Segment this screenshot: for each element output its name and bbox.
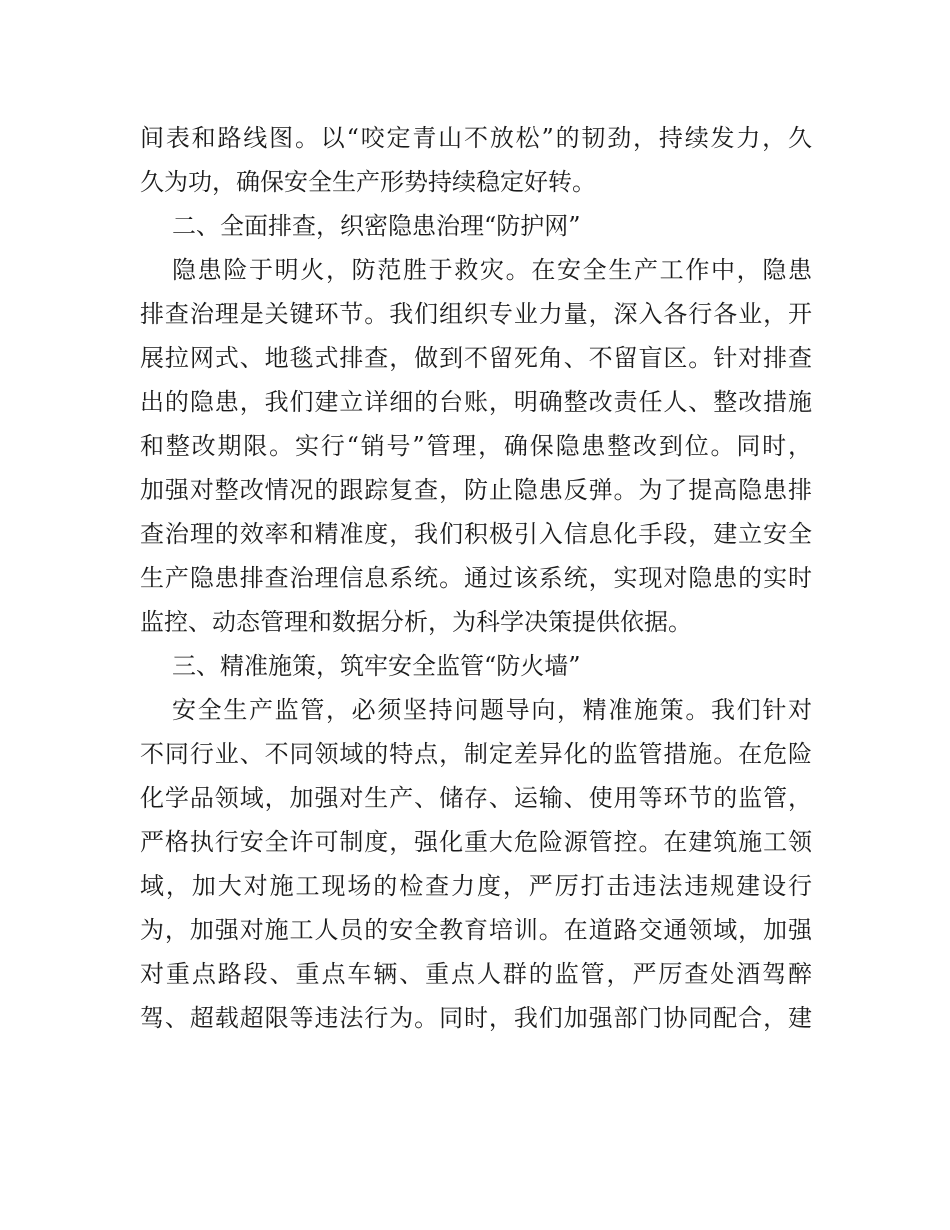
paragraph-line: 出的隐患，我们建立详细的台账，明确整改责任人、整改措施 (140, 388, 812, 416)
section-heading: 二、全面排查，织密隐患治理“防护网” (172, 212, 581, 240)
paragraph-line: 加强对整改情况的跟踪复查，防止隐患反弹。为了提高隐患排 (140, 476, 812, 504)
paragraph-line: 安全生产监管，必须坚持问题导向，精准施策。我们针对 (172, 696, 812, 724)
paragraph-line: 对重点路段、重点车辆、重点人群的监管，严厉查处酒驾醉 (140, 960, 812, 988)
paragraph-line: 严格执行安全许可制度，强化重大危险源管控。在建筑施工领 (140, 828, 812, 856)
paragraph-line: 隐患险于明火，防范胜于救灾。在安全生产工作中，隐患 (172, 256, 812, 284)
paragraph-line: 化学品领域，加强对生产、储存、运输、使用等环节的监管， (140, 784, 812, 812)
paragraph-line: 和整改期限。实行“销号”管理，确保隐患整改到位。同时， (140, 432, 812, 460)
paragraph-line: 生产隐患排查治理信息系统。通过该系统，实现对隐患的实时 (140, 564, 812, 592)
paragraph-line: 久为功，确保安全生产形势持续稳定好转。 (140, 168, 596, 196)
paragraph-line: 展拉网式、地毯式排查，做到不留死角、不留盲区。针对排查 (140, 344, 812, 372)
paragraph-line: 排查治理是关键环节。我们组织专业力量，深入各行各业，开 (140, 300, 812, 328)
paragraph-line: 为，加强对施工人员的安全教育培训。在道路交通领域，加强 (140, 916, 812, 944)
paragraph-line: 域，加大对施工现场的检查力度，严厉打击违法违规建设行 (140, 872, 812, 900)
paragraph-line: 查治理的效率和精准度，我们积极引入信息化手段，建立安全 (140, 520, 812, 548)
paragraph-line: 监控、动态管理和数据分析，为科学决策提供依据。 (140, 608, 692, 636)
paragraph-line: 间表和路线图。以“咬定青山不放松”的韧劲，持续发力，久 (140, 124, 812, 152)
paragraph-line: 驾、超载超限等违法行为。同时，我们加强部门协同配合，建 (140, 1004, 812, 1032)
paragraph-line: 不同行业、不同领域的特点，制定差异化的监管措施。在危险 (140, 740, 812, 768)
section-heading: 三、精准施策，筑牢安全监管“防火墙” (172, 652, 581, 680)
